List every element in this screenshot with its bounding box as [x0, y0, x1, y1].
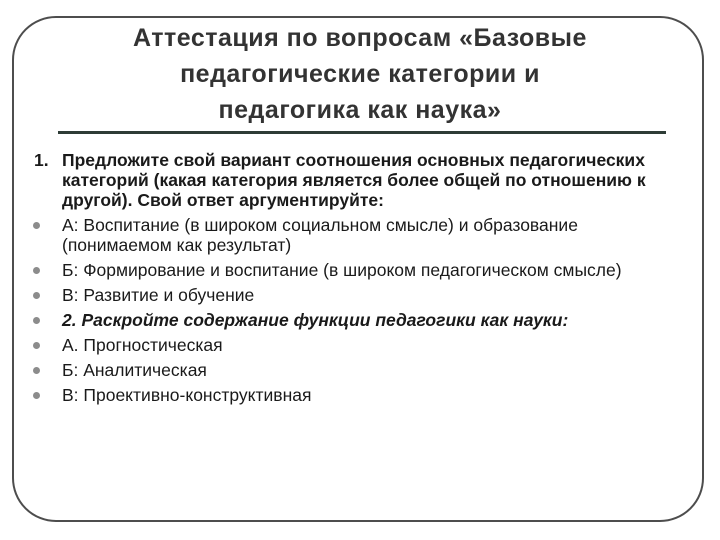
list-item-v	[28, 285, 678, 305]
list-item-text: А: Воспитание (в широком социальном смысле) и образование (понимаемом как результат)	[62, 215, 578, 255]
bullet-icon	[33, 222, 40, 229]
title-line-1: Аттестация по вопросам «Базовые	[133, 24, 587, 52]
bullet-icon	[33, 392, 40, 399]
list-item-text: В: Проективно-конструктивная	[62, 385, 312, 405]
bullet-icon	[33, 342, 40, 349]
list-item-prognostic	[28, 335, 678, 355]
question-2	[28, 310, 678, 330]
bullet-icon	[33, 317, 40, 324]
list-item-text: Б: Формирование и воспитание (в широком педагогическом смысле)	[62, 260, 622, 280]
bullet-icon	[33, 292, 40, 299]
list-item-a	[28, 215, 678, 255]
title-line-3: педагогика как наука»	[218, 96, 502, 124]
bullet-icon	[33, 267, 40, 274]
list-item-text: Б: Аналитическая	[62, 360, 207, 380]
list-item-text: В: Развитие и обучение	[62, 285, 255, 305]
question-1-text: Предложите свой вариант соотношения основных педагогических категорий (какая категория является более общей по отношению к другой). Свой ответ аргументируйте:	[62, 150, 646, 210]
list-item-b	[28, 260, 678, 280]
title-line-2: педагогические категории и	[180, 60, 540, 88]
list-item-projective	[28, 385, 678, 405]
question-1	[28, 150, 678, 210]
list-item-text: А. Прогностическая	[62, 335, 223, 355]
slide-title	[60, 20, 660, 128]
list-item-analytic	[28, 360, 678, 380]
question-1-number: 1.	[34, 150, 49, 170]
question-2-text: 2. Раскройте содержание функции педагогики как науки:	[62, 310, 569, 330]
title-underline	[58, 131, 666, 134]
slide-content	[28, 150, 678, 405]
bullet-icon	[33, 367, 40, 374]
